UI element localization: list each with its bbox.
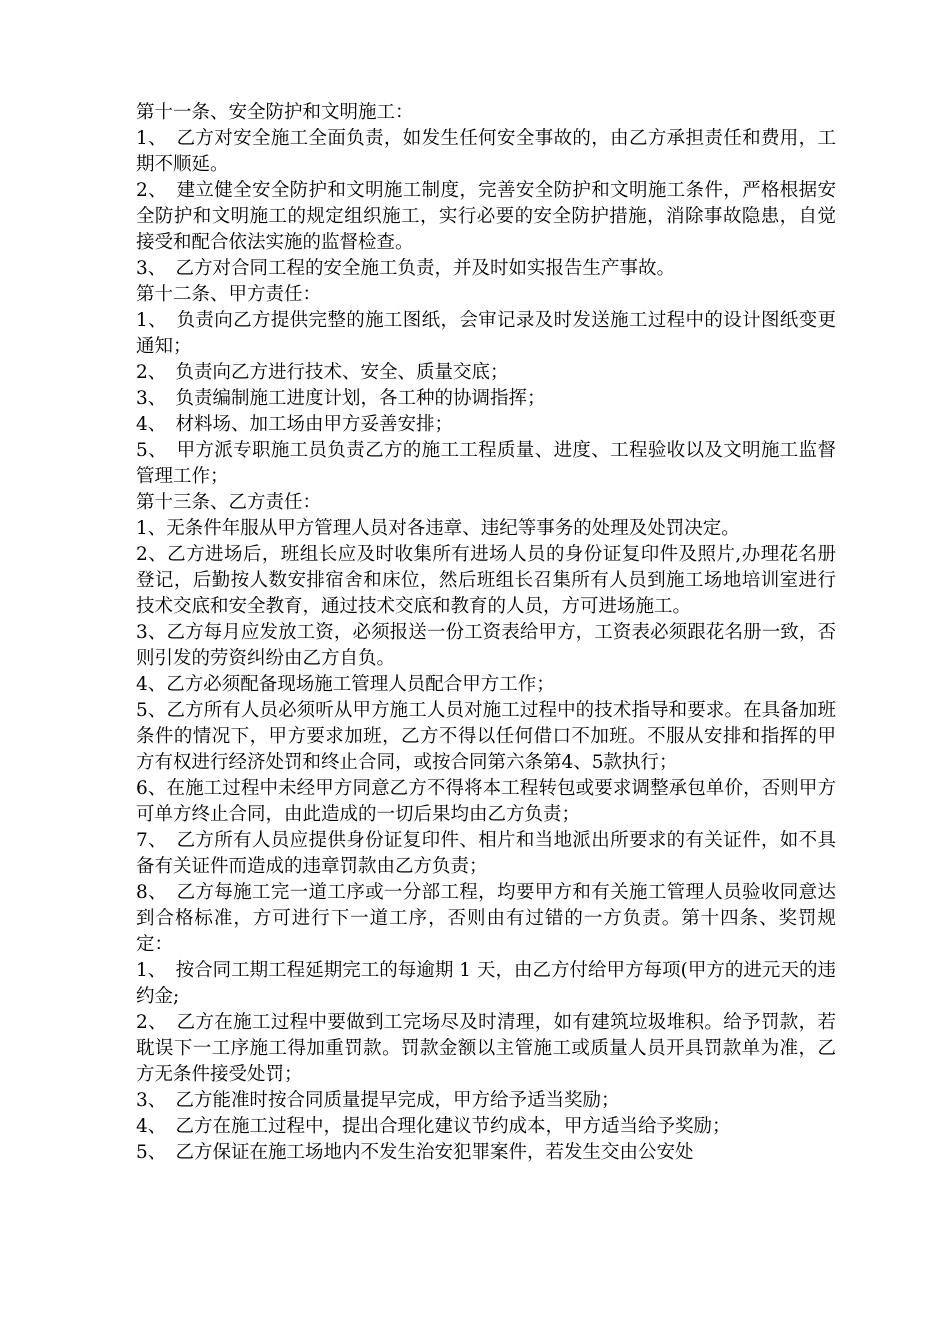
article-11-item-1: 1、 乙方对安全施工全面负责，如发生任何安全事故的，由乙方承担责任和费用，工期不顺延。 (136, 128, 836, 175)
article-12-item-5: 5、 甲方派专职施工员负责乙方的施工工程质量、进度、工程验收以及文明施工监督管理工作； (136, 440, 836, 487)
article-13-item-7: 7、 乙方所有人员应提供身份证复印件、相片和当地派出所要求的有关证件，如不具备有关证件而造成的违章罚款由乙方负责； (136, 830, 836, 877)
article-14-item-3: 3、 乙方能准时按合同质量提早完成，甲方给予适当奖励； (136, 1090, 620, 1111)
article-13-heading: 第十三条、乙方责任： (136, 492, 322, 513)
article-13-item-5: 5、乙方所有人员必须听从甲方施工人员对施工过程中的技术指导和要求。在具备加班条件的情况下，甲方要求加班，乙方不得以任何借口不加班。不服从安排和指挥的甲方有权进行经济处罚和终止合同，或按合同第六条第4、5款执行； (136, 700, 836, 773)
article-12-item-4: 4、 材料场、加工场由甲方妥善安排； (136, 414, 454, 435)
article-14-item-1: 1、 按合同工期工程延期完工的每逾期 1 天，由乙方付给甲方每项(甲方的进元天的违约金; (136, 960, 836, 1007)
article-13-item-4: 4、乙方必须配备现场施工管理人员配合甲方工作； (136, 674, 555, 695)
article-13-item-6: 6、在施工过程中未经甲方同意乙方不得将本工程转包或要求调整承包单价，否则甲方可单方终止合同，由此造成的一切后果均由乙方负责； (136, 778, 836, 825)
article-12-item-2: 2、 负责向乙方进行技术、安全、质量交底； (136, 362, 509, 383)
article-11-item-3: 3、 乙方对合同工程的安全施工负责，并及时如实报告生产事故。 (136, 258, 676, 279)
article-11-heading: 第十一条、安全防护和文明施工： (136, 102, 414, 123)
article-12-item-1: 1、 负责向乙方提供完整的施工图纸，会审记录及时发送施工过程中的设计图纸变更通知； (136, 310, 836, 357)
article-14-item-4: 4、 乙方在施工过程中，提出合理化建议节约成本，甲方适当给予奖励； (136, 1116, 731, 1137)
article-13-item-1: 1、无条件年服从甲方管理人员对各违章、违纪等事务的处理及处罚决定。 (136, 518, 740, 539)
article-12-item-3: 3、 负责编制施工进度计划，各工种的协调指挥； (136, 388, 546, 409)
article-14-item-2: 2、 乙方在施工过程中要做到工完场尽及时清理，如有建筑垃圾堆积。给予罚款，若耽误下一工序施工得加重罚款。罚款金额以主管施工或质量人员开具罚款单为准，乙方无条件接受处罚； (136, 1012, 836, 1085)
article-13-item-3: 3、乙方每月应发放工资，必须报送一份工资表给甲方，工资表必须跟花名册一致，否则引发的劳资纠纷由乙方自负。 (136, 622, 836, 669)
article-13-item-2: 2、乙方进场后，班组长应及时收集所有进场人员的身份证复印件及照片,办理花名册登记，后勤按人数安排宿舍和床位，然后班组长召集所有人员到施工场地培训室进行技术交底和安全教育，通过技术交底和教育的人员，方可进场施工。 (136, 544, 836, 617)
article-11-item-2: 2、 建立健全安全防护和文明施工制度，完善安全防护和文明施工条件，严格根据安全防护和文明施工的规定组织施工，实行必要的安全防护措施，消除事故隐患，自觉接受和配合依法实施的监督检查。 (136, 180, 836, 253)
article-14-item-5: 5、 乙方保证在施工场地内不发生治安犯罪案件，若发生交由公安处 (136, 1142, 694, 1163)
article-13-item-8: 8、 乙方每施工完一道工序或一分部工程，均要甲方和有关施工管理人员验收同意达到合格标准，方可进行下一道工序，否则由有过错的一方负责。第十四条、奖罚规定： (136, 882, 836, 955)
document-page (136, 100, 836, 1166)
article-12-heading: 第十二条、甲方责任： (136, 284, 322, 305)
